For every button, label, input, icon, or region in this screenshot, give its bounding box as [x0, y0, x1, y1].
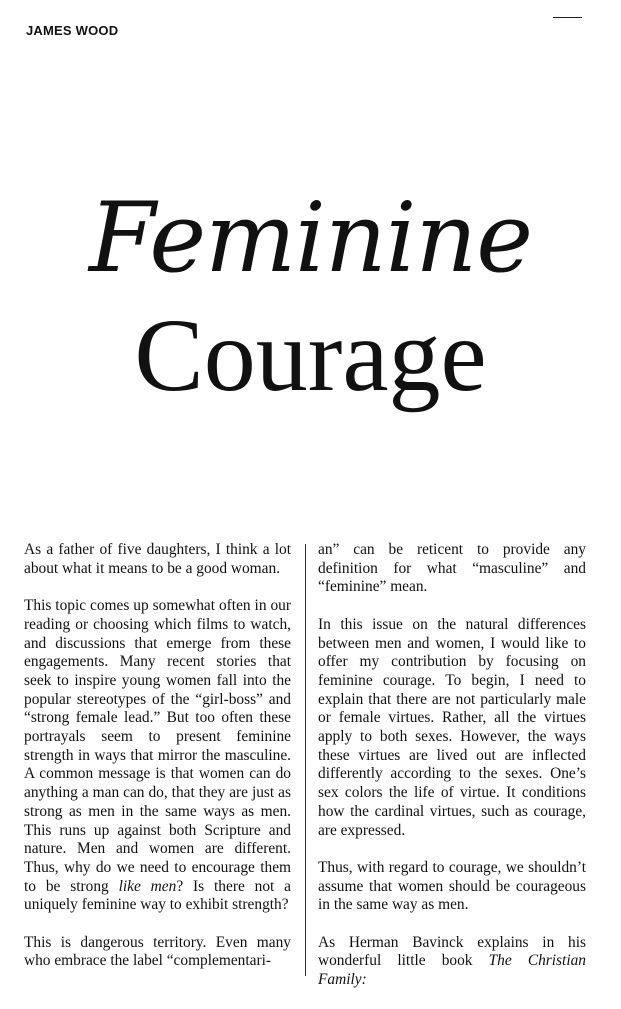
body-paragraph: In this issue on the natural differences between men and women, I would like to offer my contribution by focusing on feminine courage. To begin, I need to explain that there are not particularly male or female virtues. Rather, all the virtues apply to both sexes. However, the ways these virtues are lived out are inflected differently according to the sexes. One’s sex colors the life of virtue. It conditions how the cardinal virtues, such as courage, are expressed. — [318, 615, 586, 839]
body-paragraph: As a father of five daughters, I think a lot about what it means to be a good woman. — [24, 541, 291, 577]
left-text-column — [24, 541, 291, 990]
body-text: ? Is there not a uniquely feminine way to exhibit strength? — [24, 877, 292, 914]
article-title-line-1: Feminine — [88, 182, 533, 294]
article-title-line-2: Courage — [134, 298, 487, 413]
author-byline: JAMES WOOD — [26, 23, 119, 38]
body-text: This topic comes up somewhat often in our reading or choosing which films to watch, and discussions that emerge from these engagements. Many recent stories that seek to inspire young women fall into the popular stereotypes of the “girl-boss” and “strong female lead.” But too often these portrayals seem to present feminine strength in ways that mirror the masculine. A common message is that women can do anything a man can do, that they are just as strong as men in the same ways as men. This runs up against both Scripture and nature. Men and women are different. Thus, why do we need to encourage them to be strong — [24, 597, 291, 895]
emphasis-text: like men — [118, 877, 177, 895]
body-paragraph: This is dangerous territory. Even many who embrace the label “complementari- — [24, 933, 291, 970]
body-paragraph: an” can be reticent to provide any definition for what “masculine” and “feminine” mean. — [318, 541, 586, 596]
body-paragraph — [318, 934, 586, 990]
top-rule-divider — [553, 17, 582, 18]
body-paragraph — [24, 597, 291, 915]
body-paragraph: Thus, with regard to courage, we shouldn’t assume that women should be courageous in the same way as men. — [318, 858, 586, 914]
body-text: As Herman Bavinck explains in his wonderful little book — [318, 933, 586, 970]
book-title-text: The Christian Family: — [318, 952, 586, 989]
column-divider — [305, 544, 306, 976]
right-text-column — [318, 541, 586, 1009]
